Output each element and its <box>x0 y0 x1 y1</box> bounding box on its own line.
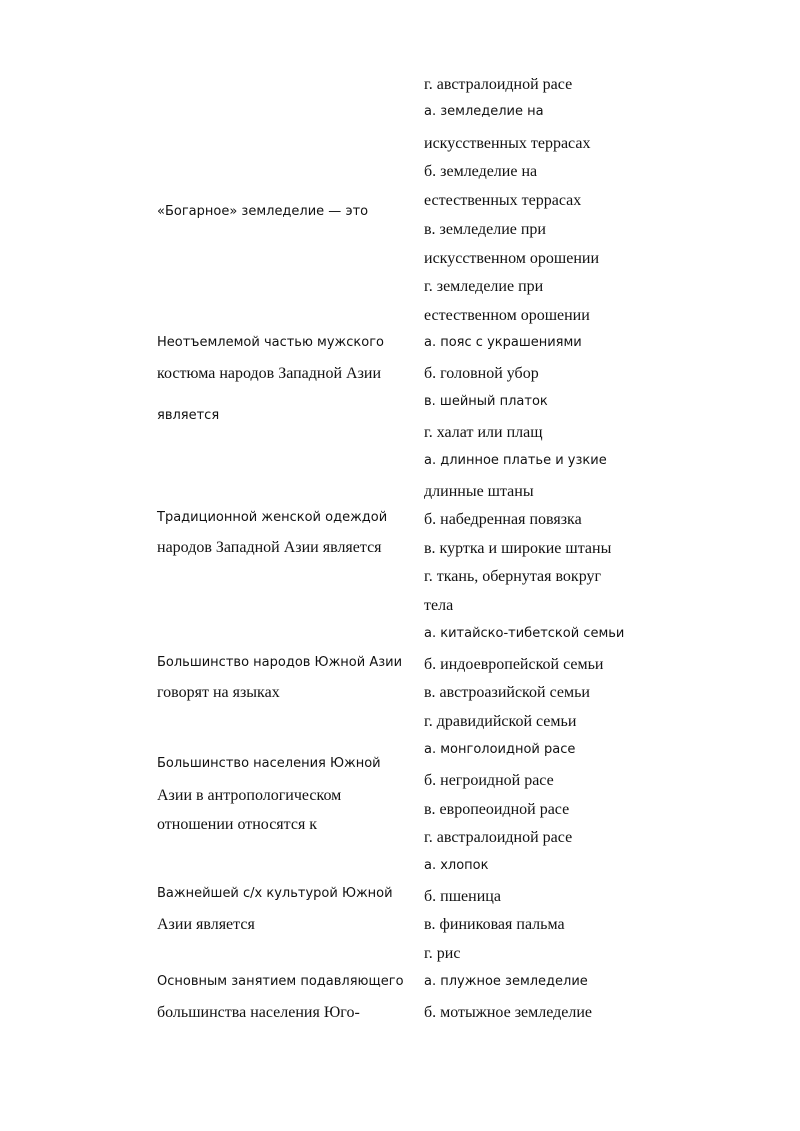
answer-option-line: г. земледелие при <box>424 278 544 295</box>
question-text-line: Большинство населения Южной <box>157 756 381 771</box>
answer-option-line: в. куртка и широкие штаны <box>424 540 612 557</box>
question-text-line: говорят на языках <box>157 684 280 701</box>
question-text-line: Азии в антропологическом <box>157 787 342 804</box>
question-text-line: Основным занятием подавляющего <box>157 974 404 989</box>
answer-option-line: г. халат или плащ <box>424 424 543 441</box>
answer-option-line: в. земледелие при <box>424 221 546 238</box>
question-text-line: Неотъемлемой частью мужского <box>157 335 384 350</box>
answer-option-line: а. пояс с украшениями <box>424 335 582 350</box>
answer-option-line: а. монголоидной расе <box>424 742 576 757</box>
answer-option-line: б. пшеница <box>424 888 501 905</box>
answer-option-line: естественных террасах <box>424 192 582 209</box>
question-text-line: Важнейшей с/х культурой Южной <box>157 886 393 901</box>
answer-option-line: искусственном орошении <box>424 250 600 267</box>
answer-option-line: а. плужное земледелие <box>424 974 588 989</box>
question-text-line: большинства населения Юго- <box>157 1004 360 1021</box>
question-text-line: «Богарное» земледелие — это <box>157 204 369 219</box>
answer-option-line: в. шейный платок <box>424 394 548 409</box>
question-text-line: Азии является <box>157 916 255 933</box>
answer-option-line: б. набедренная повязка <box>424 511 582 528</box>
question-text-line: костюма народов Западной Азии <box>157 365 382 382</box>
answer-option-line: искусственных террасах <box>424 135 591 152</box>
answer-option-line: б. индоевропейской семьи <box>424 656 604 673</box>
answer-option-line: а. хлопок <box>424 858 489 873</box>
answer-option-line: г. рис <box>424 945 461 962</box>
question-text-line: Традиционной женской одеждой <box>157 510 388 525</box>
answer-option-line: г. австралоидной расе <box>424 76 573 93</box>
question-text-line: является <box>157 408 220 423</box>
answer-option-line: в. австроазийской семьи <box>424 684 590 701</box>
answer-option-line: б. негроидной расе <box>424 772 554 789</box>
question-text-line: народов Западной Азии является <box>157 539 382 556</box>
answer-option-line: а. китайско-тибетской семьи <box>424 626 625 641</box>
answer-option-line: а. земледелие на <box>424 104 544 119</box>
answer-option-line: а. длинное платье и узкие <box>424 453 607 468</box>
question-text-line: отношении относятся к <box>157 816 318 833</box>
answer-option-line: г. австралоидной расе <box>424 829 573 846</box>
answer-option-line: в. финиковая пальма <box>424 916 565 933</box>
answer-option-line: г. ткань, обернутая вокруг <box>424 568 602 585</box>
answer-option-line: г. дравидийской семьи <box>424 713 577 730</box>
answer-option-line: тела <box>424 597 454 614</box>
answer-option-line: б. мотыжное земледелие <box>424 1004 593 1021</box>
answer-option-line: естественном орошении <box>424 307 590 324</box>
answer-option-line: длинные штаны <box>424 483 534 500</box>
answer-option-line: в. европеоидной расе <box>424 801 570 818</box>
question-text-line: Большинство народов Южной Азии <box>157 655 403 670</box>
answer-option-line: б. головной убор <box>424 365 539 382</box>
answer-option-line: б. земледелие на <box>424 163 538 180</box>
